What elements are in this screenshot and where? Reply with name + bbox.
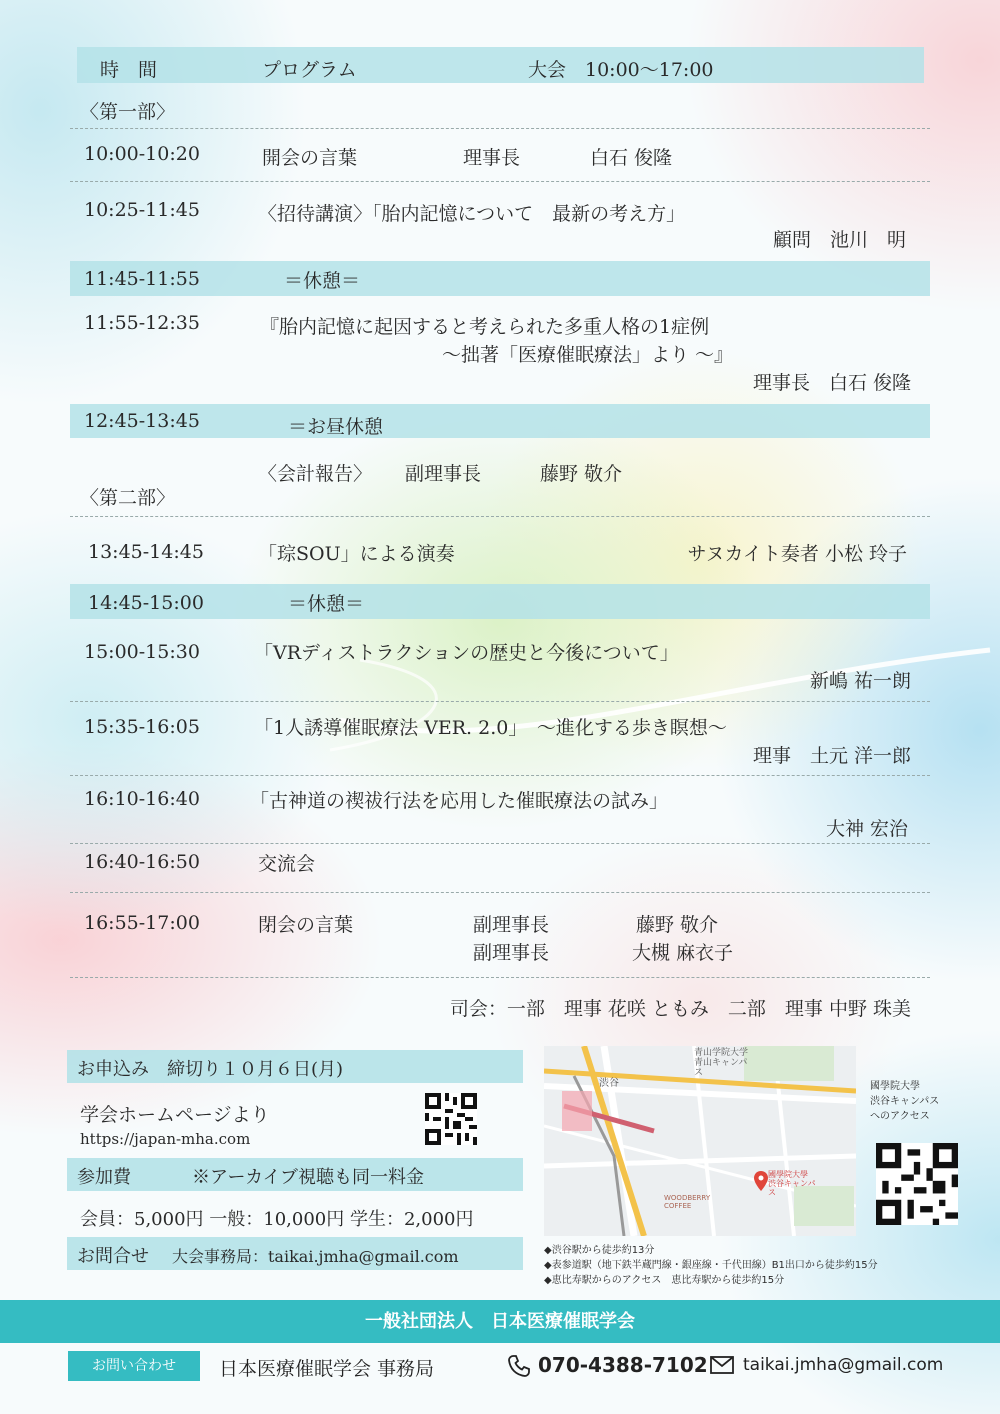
map-caption-line3: へのアクセス: [870, 1111, 930, 1122]
mc-line: 司会：一部 理事 花咲 ともみ 二部 理事 中野 珠美: [449, 998, 911, 1020]
divider: [70, 181, 930, 182]
row2-time: 10:25-11:45: [84, 199, 200, 221]
row13-time: 16:55-17:00: [84, 912, 200, 934]
row11-title: 「古神道の禊祓行法を応用した催眠療法の試み」: [250, 790, 669, 812]
part1-label: 〈第一部〉: [80, 101, 176, 123]
row8-title: ＝休憩＝: [288, 593, 365, 615]
row4-time: 11:55-12:35: [84, 312, 200, 334]
row6-role: 副理事長: [405, 463, 482, 485]
row13-role2: 副理事長: [473, 942, 550, 964]
qr-code-map[interactable]: [876, 1143, 958, 1225]
row7-time: 13:45-14:45: [88, 541, 204, 563]
row10-title: 「1人誘導催眠療法 VER. 2.0」 ～進化する歩き瞑想～: [254, 717, 727, 739]
apply-via: 学会ホームページより: [80, 1104, 270, 1126]
map-pin-icon: [754, 1171, 768, 1195]
apply-heading: お申込み 締切り１０月６日(月): [77, 1059, 344, 1080]
part2-label: 〈第二部〉: [80, 487, 176, 509]
row9-time: 15:00-15:30: [84, 641, 200, 663]
divider: [70, 775, 930, 776]
phone-icon: [507, 1354, 531, 1382]
row1-title: 開会の言葉: [262, 147, 358, 169]
header-time-label: 時 間: [100, 59, 158, 81]
row6-title: 〈会計報告〉: [258, 463, 373, 485]
row1-role: 理事長: [463, 147, 521, 169]
row7-title: 「琮SOU」による演奏: [258, 543, 455, 565]
divider: [70, 892, 930, 893]
divider: [70, 701, 930, 702]
fee-note: ※アーカイブ視聴も同一料金: [192, 1167, 425, 1188]
footer-email[interactable]: taikai.jmha@gmail.com: [743, 1355, 944, 1375]
row3-time: 11:45-11:55: [84, 268, 200, 290]
row7-speaker: サヌカイト奏者 小松 玲子: [687, 543, 907, 565]
fee-heading: 参加費: [77, 1167, 131, 1188]
footer-phone[interactable]: 070-4388-7102: [538, 1353, 708, 1377]
access-ebisu: ◆恵比寿駅からのアクセス 恵比寿駅から徒歩約15分: [544, 1275, 785, 1286]
row4-title-line1: 『胎内記憶に起因すると考えられた多重人格の1症例: [260, 316, 710, 338]
header-band: [77, 47, 924, 83]
divider: [70, 128, 930, 129]
row13-speaker2: 大槻 麻衣子: [632, 942, 734, 964]
header-session-time: 大会 10:00～17:00: [528, 59, 714, 81]
inquiry-detail: 大会事務局：taikai.jmha@gmail.com: [172, 1247, 459, 1266]
row2-speaker: 顧問 池川 明: [772, 229, 906, 251]
divider: [70, 843, 930, 844]
footer-office: 日本医療催眠学会 事務局: [219, 1358, 435, 1380]
map-caption-line2: 渋谷キャンパス: [870, 1096, 940, 1107]
fee-prices: 会員：5,000円 一般：10,000円 学生：2,000円: [80, 1209, 474, 1230]
row8-time: 14:45-15:00: [88, 592, 204, 614]
access-omotesando: ◆表参道駅（地下鉄半蔵門線・銀座線・千代田線）B1出口から徒歩約15分: [544, 1260, 878, 1271]
footer-org-name: 一般社団法人 日本医療催眠学会: [365, 1311, 635, 1332]
map-label-aoyama: 青山学院大学 青山キャンパス: [694, 1048, 749, 1078]
map-label-kokugakuin: 國學院大學 渋谷キャンパス: [768, 1170, 816, 1197]
inquiry-heading: お問合せ: [77, 1246, 149, 1267]
row4-title-line2: ～拙著「医療催眠療法」より ～』: [442, 344, 734, 366]
row1-time: 10:00-10:20: [84, 143, 200, 165]
row11-speaker: 大神 宏治: [825, 818, 908, 840]
row4-speaker: 理事長 白石 俊隆: [752, 372, 911, 394]
row1-speaker: 白石 俊隆: [590, 147, 673, 169]
row12-time: 16:40-16:50: [84, 851, 200, 873]
divider: [70, 977, 930, 978]
contact-label: お問い合わせ: [68, 1351, 200, 1381]
row9-title: 「VRディストラクションの歴史と今後について」: [254, 642, 679, 664]
row13-speaker1: 藤野 敬介: [636, 914, 719, 936]
header-program-label: プログラム: [262, 59, 357, 81]
row11-time: 16:10-16:40: [84, 788, 200, 810]
row6-speaker: 藤野 敬介: [540, 463, 623, 485]
divider: [70, 516, 930, 517]
row2-title: 〈招待講演〉「胎内記憶について 最新の考え方」: [258, 203, 686, 225]
row10-time: 15:35-16:05: [84, 716, 200, 738]
apply-url-link[interactable]: https://japan-mha.com: [80, 1130, 251, 1148]
map-label-woodberry: WOODBERRY COFFEE: [664, 1194, 711, 1210]
row9-speaker: 新嶋 祐一朗: [809, 670, 911, 692]
map-label-shibuya: 渋谷: [599, 1078, 619, 1089]
row3-title: ＝休憩＝: [284, 270, 361, 292]
qr-code-homepage[interactable]: [425, 1093, 477, 1145]
row13-role1: 副理事長: [473, 914, 550, 936]
mail-icon: [710, 1356, 734, 1378]
row5-title: ＝お昼休憩: [288, 416, 384, 438]
access-shibuya: ◆渋谷駅から徒歩約13分: [544, 1245, 655, 1256]
map-caption-line1: 國學院大學: [870, 1081, 920, 1092]
row13-title: 閉会の言葉: [258, 914, 354, 936]
row5-time: 12:45-13:45: [84, 410, 200, 432]
row12-title: 交流会: [258, 853, 316, 875]
row10-speaker: 理事 土元 洋一郎: [752, 745, 911, 767]
access-map[interactable]: [544, 1046, 856, 1236]
